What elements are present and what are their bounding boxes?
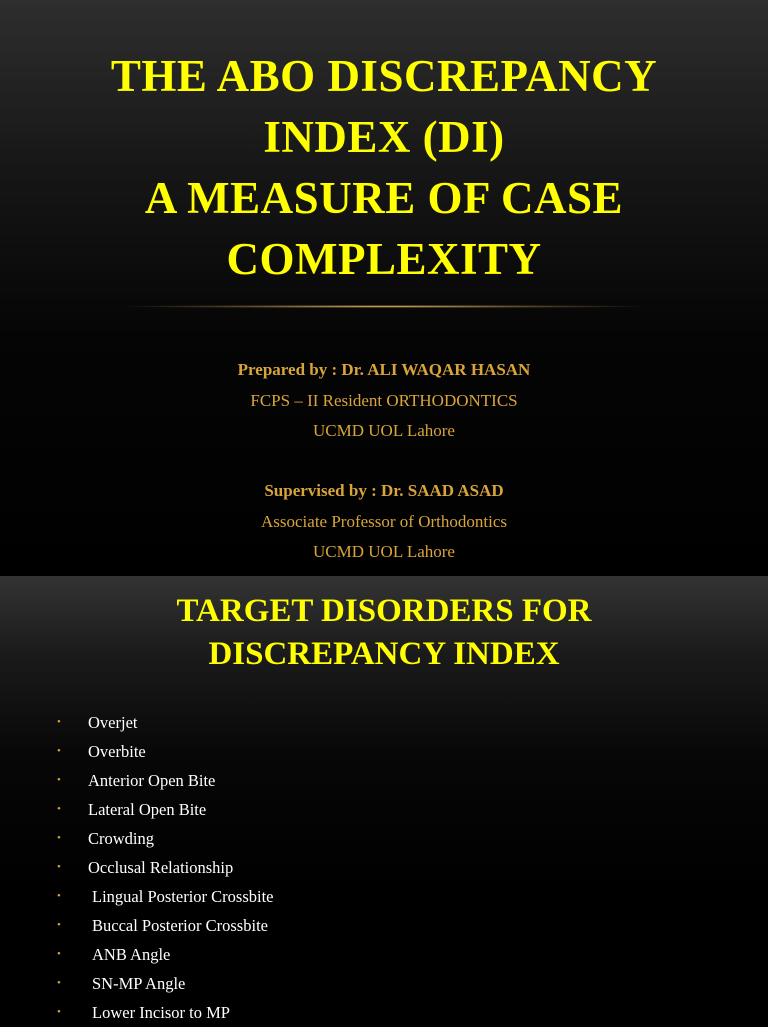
list-item	[0, 998, 768, 1027]
list-item-label: Lower Incisor to MP	[92, 1003, 230, 1022]
prepared-by-role: FCPS – II Resident ORTHODONTICS	[250, 390, 518, 410]
bullet-icon: •	[57, 919, 61, 931]
list-item	[0, 766, 768, 795]
list-item-label: Overjet	[88, 713, 138, 732]
list-item-label: Lateral Open Bite	[88, 800, 207, 819]
bullet-icon: •	[57, 832, 61, 844]
supervised-by-block	[0, 476, 768, 568]
bullet-icon: •	[57, 716, 61, 728]
slide-title-line: DISCREPANCY INDEX	[208, 636, 560, 672]
list-item-label: Occlusal Relationship	[88, 858, 234, 877]
title-line: COMPLEXITY	[226, 234, 542, 284]
title-line: INDEX (DI)	[263, 112, 505, 162]
bullet-icon: •	[57, 861, 61, 873]
list-item	[0, 737, 768, 766]
list-item-label: Overbite	[88, 742, 146, 761]
list-item-label: ANB Angle	[92, 945, 171, 964]
list-item	[0, 940, 768, 969]
bullet-icon: •	[57, 803, 61, 815]
prepared-by-name: Prepared by : Dr. ALI WAQAR HASAN	[237, 360, 531, 379]
prepared-by-institution: UCMD UOL Lahore	[313, 421, 455, 440]
bullet-icon: •	[57, 774, 61, 786]
list-item-label: Anterior Open Bite	[88, 771, 216, 790]
slide-title	[20, 590, 748, 676]
bullet-icon: •	[57, 890, 61, 902]
list-item-label: SN-MP Angle	[92, 974, 186, 993]
supervised-by-name: Supervised by : Dr. SAAD ASAD	[264, 481, 504, 500]
list-item	[0, 969, 768, 998]
list-item	[0, 882, 768, 911]
title-line: A MEASURE OF CASE	[144, 173, 624, 223]
list-item	[0, 911, 768, 940]
list-item-label: Crowding	[88, 829, 154, 848]
presentation-title	[20, 46, 748, 290]
slide-title-line: TARGET DISORDERS FOR	[176, 593, 592, 629]
bullet-icon: •	[57, 948, 61, 960]
list-item-label: Buccal Posterior Crossbite	[92, 916, 268, 935]
supervised-by-institution: UCMD UOL Lahore	[313, 542, 455, 561]
list-item	[0, 708, 768, 737]
prepared-by-block	[0, 355, 768, 447]
list-item-label: Lingual Posterior Crossbite	[92, 887, 274, 906]
list-item	[0, 853, 768, 882]
list-item	[0, 824, 768, 853]
supervised-by-role: Associate Professor of Orthodontics	[261, 511, 507, 531]
bullet-icon: •	[57, 1006, 61, 1018]
disorder-list	[0, 708, 768, 1027]
list-item	[0, 795, 768, 824]
title-line: THE ABO DISCREPANCY	[110, 51, 658, 101]
bullet-icon: •	[57, 977, 61, 989]
title-divider	[130, 305, 638, 308]
bullet-icon: •	[57, 745, 61, 757]
